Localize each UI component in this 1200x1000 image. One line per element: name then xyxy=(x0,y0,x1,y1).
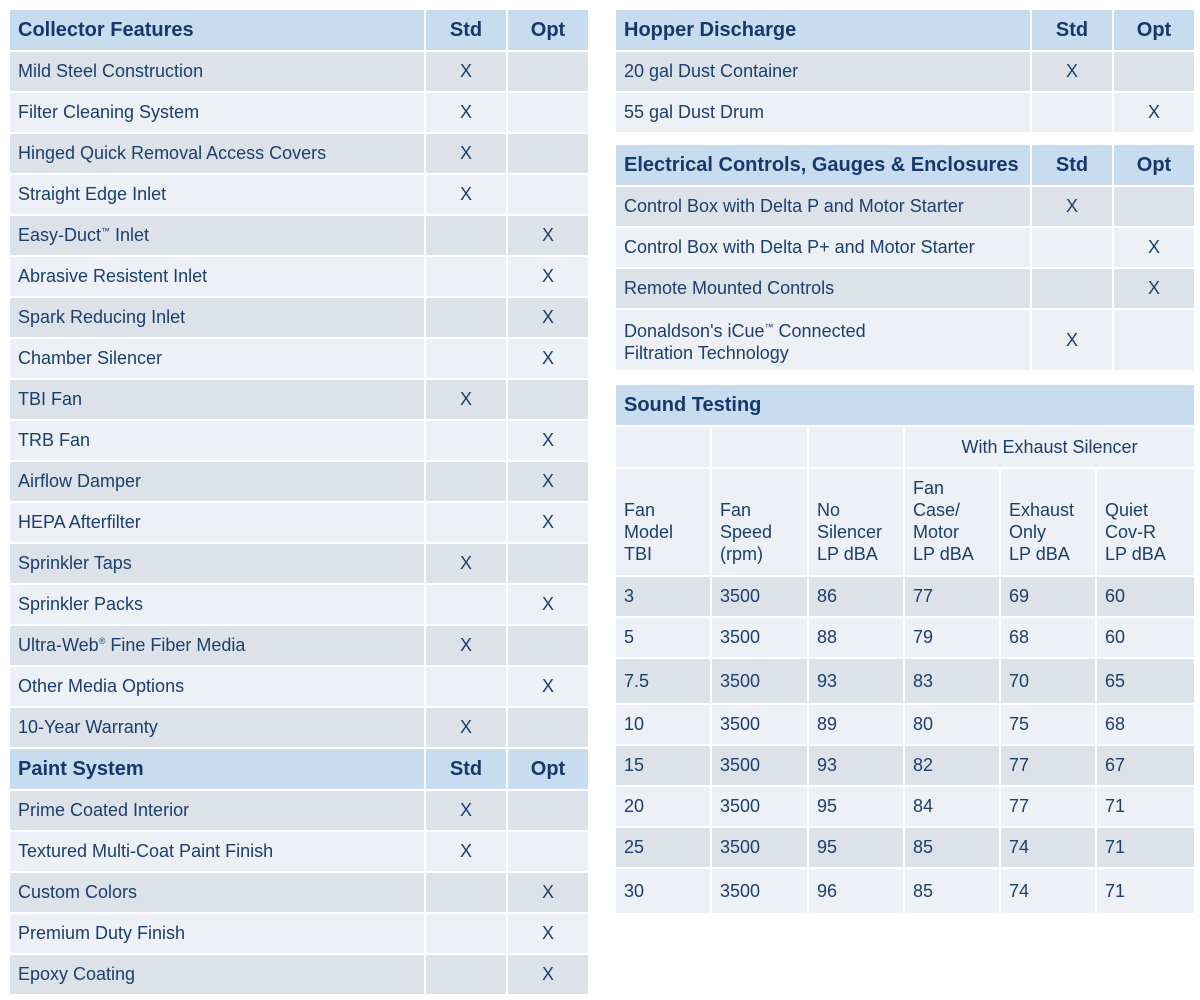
collector-features-table xyxy=(8,8,590,996)
sound-cell: 3500 xyxy=(711,658,808,704)
collector-feature-label xyxy=(9,51,425,92)
sound-cell: 84 xyxy=(904,786,1000,827)
paint-row xyxy=(9,872,589,913)
feature-label-text: Premium Duty Finish xyxy=(18,923,186,943)
collector-feature-label xyxy=(9,133,425,174)
sound-column-header-line: Model xyxy=(624,522,674,542)
collector-row xyxy=(9,707,589,748)
electrical-std-mark xyxy=(1031,227,1113,268)
sound-row xyxy=(615,617,1195,658)
feature-label-text: Donaldson's iCue xyxy=(624,321,765,341)
hopper-row xyxy=(615,92,1195,133)
collector-opt-mark: X xyxy=(507,338,589,379)
sound-column-header-line: Quiet xyxy=(1105,500,1149,520)
collector-std-mark xyxy=(425,502,507,543)
feature-label-text: Sprinkler Packs xyxy=(18,594,144,614)
feature-label-text: Remote Mounted Controls xyxy=(624,278,835,298)
sound-cell: 69 xyxy=(1000,576,1096,617)
collector-row xyxy=(9,666,589,707)
sound-column-header-line: Silencer xyxy=(817,522,883,542)
hopper-row xyxy=(615,51,1195,92)
paint-header-row xyxy=(9,748,589,790)
collector-row xyxy=(9,338,589,379)
feature-label-text: Hinged Quick Removal Access Covers xyxy=(18,143,327,163)
sound-row xyxy=(615,786,1195,827)
collector-feature-label xyxy=(9,707,425,748)
sound-column-header-line: Exhaust xyxy=(1009,500,1075,520)
sound-cell: 3500 xyxy=(711,868,808,914)
collector-std-header: Std xyxy=(425,9,507,51)
collector-feature-label xyxy=(9,502,425,543)
collector-std-mark xyxy=(425,297,507,338)
sound-cell: 71 xyxy=(1096,827,1195,868)
collector-opt-mark: X xyxy=(507,666,589,707)
sound-column-header-line: Only xyxy=(1009,522,1047,542)
sound-cell: 3500 xyxy=(711,827,808,868)
paint-row xyxy=(9,790,589,831)
sound-cell: 60 xyxy=(1096,576,1195,617)
sound-cell: 3500 xyxy=(711,617,808,658)
hopper-header-row xyxy=(615,9,1195,51)
collector-feature-label xyxy=(9,420,425,461)
feature-label-text: 55 gal Dust Drum xyxy=(624,102,765,122)
electrical-feature-label xyxy=(615,186,1031,227)
feature-label-text: TRB Fan xyxy=(18,430,91,450)
hopper-opt-mark xyxy=(1113,51,1195,92)
sound-cell: 25 xyxy=(615,827,711,868)
sound-column-header-line: Fan xyxy=(624,500,656,520)
collector-std-mark: X xyxy=(425,51,507,92)
sound-column-header-line: Fan xyxy=(720,500,752,520)
paint-row xyxy=(9,954,589,995)
sound-row xyxy=(615,868,1195,914)
feature-label-text: Abrasive Resistent Inlet xyxy=(18,266,208,286)
electrical-opt-mark: X xyxy=(1113,227,1195,268)
feature-label-text: Control Box with Delta P and Motor Starter xyxy=(624,196,964,216)
sound-column-header-line: No xyxy=(817,500,841,520)
sound-cell: 85 xyxy=(904,868,1000,914)
collector-opt-mark xyxy=(507,133,589,174)
collector-feature-label xyxy=(9,338,425,379)
collector-row xyxy=(9,625,589,666)
collector-title: Collector Features xyxy=(9,9,425,51)
feature-label-text-2: Fine Fiber Media xyxy=(105,635,246,655)
hopper-feature-label xyxy=(615,51,1031,92)
sound-cell: 82 xyxy=(904,745,1000,786)
collector-opt-mark xyxy=(507,379,589,420)
sound-cell: 83 xyxy=(904,658,1000,704)
sound-cell: 67 xyxy=(1096,745,1195,786)
electrical-row xyxy=(615,309,1195,371)
sound-group-spacer-3 xyxy=(808,426,904,468)
paint-opt-mark: X xyxy=(507,954,589,995)
trademark-mark: ™ xyxy=(101,226,111,236)
feature-label-text: 20 gal Dust Container xyxy=(624,61,799,81)
collector-opt-header: Opt xyxy=(507,9,589,51)
feature-label-text: Custom Colors xyxy=(18,882,138,902)
hopper-std-mark: X xyxy=(1031,51,1113,92)
sound-column-header-line: TBI xyxy=(624,544,653,564)
feature-label-text: Epoxy Coating xyxy=(18,964,136,984)
collector-opt-mark xyxy=(507,625,589,666)
paint-std-mark: X xyxy=(425,790,507,831)
paint-row xyxy=(9,831,589,872)
collector-row xyxy=(9,133,589,174)
sound-group-spacer-1 xyxy=(615,426,711,468)
collector-opt-mark: X xyxy=(507,215,589,256)
collector-opt-mark xyxy=(507,543,589,584)
sound-group-row xyxy=(615,426,1195,468)
collector-opt-mark: X xyxy=(507,584,589,625)
electrical-row xyxy=(615,268,1195,309)
collector-row xyxy=(9,502,589,543)
sound-cell: 79 xyxy=(904,617,1000,658)
sound-cell: 95 xyxy=(808,786,904,827)
feature-label-text: Prime Coated Interior xyxy=(18,800,190,820)
sound-column-header xyxy=(1000,468,1096,576)
sound-row xyxy=(615,658,1195,704)
sound-cell: 96 xyxy=(808,868,904,914)
trademark-mark: ® xyxy=(98,636,106,646)
sound-cell: 7.5 xyxy=(615,658,711,704)
collector-feature-label xyxy=(9,256,425,297)
electrical-feature-label xyxy=(615,309,1031,371)
feature-label-text: Straight Edge Inlet xyxy=(18,184,167,204)
collector-row xyxy=(9,174,589,215)
sound-cell: 93 xyxy=(808,745,904,786)
sound-cell: 3500 xyxy=(711,576,808,617)
paint-feature-label xyxy=(9,872,425,913)
hopper-std-mark xyxy=(1031,92,1113,133)
sound-cell: 85 xyxy=(904,827,1000,868)
hopper-opt-header: Opt xyxy=(1113,9,1195,51)
collector-std-mark: X xyxy=(425,625,507,666)
paint-std-mark xyxy=(425,872,507,913)
sound-cell: 77 xyxy=(904,576,1000,617)
paint-std-mark: X xyxy=(425,831,507,872)
collector-row xyxy=(9,461,589,502)
sound-cell: 70 xyxy=(1000,658,1096,704)
sound-cell: 20 xyxy=(615,786,711,827)
sound-cell: 68 xyxy=(1096,704,1195,745)
sound-column-header-line: Speed xyxy=(720,522,773,542)
sound-cell: 3 xyxy=(615,576,711,617)
sound-column-header-line: Cov-R xyxy=(1105,522,1157,542)
sound-column-header xyxy=(904,468,1000,576)
hopper-std-header: Std xyxy=(1031,9,1113,51)
hopper-feature-label xyxy=(615,92,1031,133)
paint-title: Paint System xyxy=(9,748,425,790)
paint-opt-mark xyxy=(507,831,589,872)
feature-label-text: TBI Fan xyxy=(18,389,83,409)
collector-feature-label xyxy=(9,215,425,256)
paint-opt-mark xyxy=(507,790,589,831)
collector-std-mark xyxy=(425,215,507,256)
collector-opt-mark xyxy=(507,92,589,133)
electrical-row xyxy=(615,227,1195,268)
paint-opt-mark: X xyxy=(507,872,589,913)
collector-std-mark: X xyxy=(425,92,507,133)
sound-cell: 3500 xyxy=(711,704,808,745)
paint-feature-label xyxy=(9,831,425,872)
sound-cell: 5 xyxy=(615,617,711,658)
electrical-feature-label xyxy=(615,268,1031,309)
sound-cell: 80 xyxy=(904,704,1000,745)
sound-cell: 71 xyxy=(1096,868,1195,914)
collector-opt-mark xyxy=(507,707,589,748)
feature-label-text-3: Filtration Technology xyxy=(624,343,789,363)
sound-column-header-line: LP dBA xyxy=(817,544,878,564)
collector-feature-label xyxy=(9,584,425,625)
collector-std-mark: X xyxy=(425,133,507,174)
collector-row xyxy=(9,379,589,420)
sound-title: Sound Testing xyxy=(615,384,1195,426)
paint-std-mark xyxy=(425,954,507,995)
electrical-std-mark: X xyxy=(1031,309,1113,371)
feature-label-text: Ultra-Web xyxy=(18,635,99,655)
paint-feature-label xyxy=(9,790,425,831)
collector-row xyxy=(9,584,589,625)
feature-label-text: Mild Steel Construction xyxy=(18,61,204,81)
sound-column-header xyxy=(615,468,711,576)
collector-header-row xyxy=(9,9,589,51)
sound-cell: 75 xyxy=(1000,704,1096,745)
sound-group-spacer-2 xyxy=(711,426,808,468)
collector-row xyxy=(9,297,589,338)
collector-feature-label xyxy=(9,379,425,420)
electrical-opt-mark xyxy=(1113,309,1195,371)
feature-label-text: Filter Cleaning System xyxy=(18,102,200,122)
sound-cell: 68 xyxy=(1000,617,1096,658)
electrical-opt-mark xyxy=(1113,186,1195,227)
sound-row xyxy=(615,576,1195,617)
collector-opt-mark: X xyxy=(507,256,589,297)
collector-feature-label xyxy=(9,297,425,338)
sound-cell: 10 xyxy=(615,704,711,745)
sound-header-row xyxy=(615,384,1195,426)
feature-label-text: HEPA Afterfilter xyxy=(18,512,141,532)
sound-cell: 74 xyxy=(1000,868,1096,914)
collector-row xyxy=(9,92,589,133)
hopper-title: Hopper Discharge xyxy=(615,9,1031,51)
feature-label-text: Easy-Duct xyxy=(18,225,102,245)
collector-std-mark xyxy=(425,420,507,461)
sound-cell: 74 xyxy=(1000,827,1096,868)
collector-row xyxy=(9,256,589,297)
sound-cell: 15 xyxy=(615,745,711,786)
feature-label-text: Airflow Damper xyxy=(18,471,142,491)
collector-feature-label xyxy=(9,461,425,502)
collector-row xyxy=(9,420,589,461)
electrical-opt-mark: X xyxy=(1113,268,1195,309)
paint-std-header: Std xyxy=(425,748,507,790)
sound-cell: 89 xyxy=(808,704,904,745)
collector-std-mark xyxy=(425,666,507,707)
sound-column-header xyxy=(808,468,904,576)
sound-cell: 71 xyxy=(1096,786,1195,827)
electrical-feature-label xyxy=(615,227,1031,268)
collector-feature-label xyxy=(9,625,425,666)
sound-cell: 30 xyxy=(615,868,711,914)
sound-cell: 77 xyxy=(1000,745,1096,786)
collector-opt-mark xyxy=(507,51,589,92)
paint-opt-header: Opt xyxy=(507,748,589,790)
paint-feature-label xyxy=(9,913,425,954)
sound-row xyxy=(615,745,1195,786)
collector-std-mark: X xyxy=(425,707,507,748)
electrical-opt-header: Opt xyxy=(1113,144,1195,186)
collector-std-mark: X xyxy=(425,379,507,420)
collector-opt-mark: X xyxy=(507,420,589,461)
collector-opt-mark xyxy=(507,174,589,215)
sound-column-header-line: LP dBA xyxy=(1009,544,1070,564)
collector-feature-label xyxy=(9,174,425,215)
sound-column-header-row xyxy=(615,468,1195,576)
feature-label-text: 10-Year Warranty xyxy=(18,717,158,737)
sound-column-header xyxy=(1096,468,1195,576)
collector-std-mark: X xyxy=(425,543,507,584)
sound-cell: 77 xyxy=(1000,786,1096,827)
sound-cell: 88 xyxy=(808,617,904,658)
collector-std-mark xyxy=(425,256,507,297)
paint-feature-label xyxy=(9,954,425,995)
paint-row xyxy=(9,913,589,954)
collector-opt-mark: X xyxy=(507,461,589,502)
collector-row xyxy=(9,51,589,92)
sound-row xyxy=(615,704,1195,745)
sound-cell: 3500 xyxy=(711,745,808,786)
collector-opt-mark: X xyxy=(507,297,589,338)
feature-label-text: Spark Reducing Inlet xyxy=(18,307,186,327)
hopper-opt-mark: X xyxy=(1113,92,1195,133)
electrical-std-mark xyxy=(1031,268,1113,309)
collector-std-mark xyxy=(425,338,507,379)
electrical-header-row xyxy=(615,144,1195,186)
collector-opt-mark: X xyxy=(507,502,589,543)
feature-label-text: Control Box with Delta P+ and Motor Starter xyxy=(624,237,975,257)
sound-row xyxy=(615,827,1195,868)
electrical-title: Electrical Controls, Gauges & Enclosures xyxy=(615,144,1031,186)
collector-std-mark xyxy=(425,461,507,502)
sound-column-header-line: (rpm) xyxy=(720,544,763,564)
feature-label-text: Textured Multi-Coat Paint Finish xyxy=(18,841,274,861)
sound-cell: 95 xyxy=(808,827,904,868)
sound-cell: 93 xyxy=(808,658,904,704)
sound-column-header-line: LP dBA xyxy=(1105,544,1166,564)
feature-label-text: Other Media Options xyxy=(18,676,185,696)
feature-label-text: Chamber Silencer xyxy=(18,348,163,368)
hopper-discharge-table xyxy=(614,8,1196,134)
sound-column-header-line: LP dBA xyxy=(913,544,974,564)
collector-std-mark: X xyxy=(425,174,507,215)
feature-label-text: Sprinkler Taps xyxy=(18,553,132,573)
paint-opt-mark: X xyxy=(507,913,589,954)
sound-column-header-line: Fan xyxy=(913,478,945,498)
collector-feature-label xyxy=(9,666,425,707)
sound-cell: 86 xyxy=(808,576,904,617)
sound-column-header-line: Case/ xyxy=(913,500,961,520)
sound-cell: 3500 xyxy=(711,786,808,827)
sound-cell: 60 xyxy=(1096,617,1195,658)
sound-column-header xyxy=(711,468,808,576)
collector-row xyxy=(9,215,589,256)
sound-group-header: With Exhaust Silencer xyxy=(904,426,1195,468)
feature-label-text-2: Inlet xyxy=(110,225,150,245)
collector-feature-label xyxy=(9,543,425,584)
collector-feature-label xyxy=(9,92,425,133)
collector-std-mark xyxy=(425,584,507,625)
sound-cell: 65 xyxy=(1096,658,1195,704)
electrical-row xyxy=(615,186,1195,227)
electrical-controls-table xyxy=(614,143,1196,372)
paint-std-mark xyxy=(425,913,507,954)
collector-row xyxy=(9,543,589,584)
sound-testing-table xyxy=(614,383,1196,915)
electrical-std-header: Std xyxy=(1031,144,1113,186)
sound-column-header-line: Motor xyxy=(913,522,960,542)
electrical-std-mark: X xyxy=(1031,186,1113,227)
trademark-mark: ™ xyxy=(764,322,774,332)
feature-label-text-2: Connected xyxy=(773,321,866,341)
